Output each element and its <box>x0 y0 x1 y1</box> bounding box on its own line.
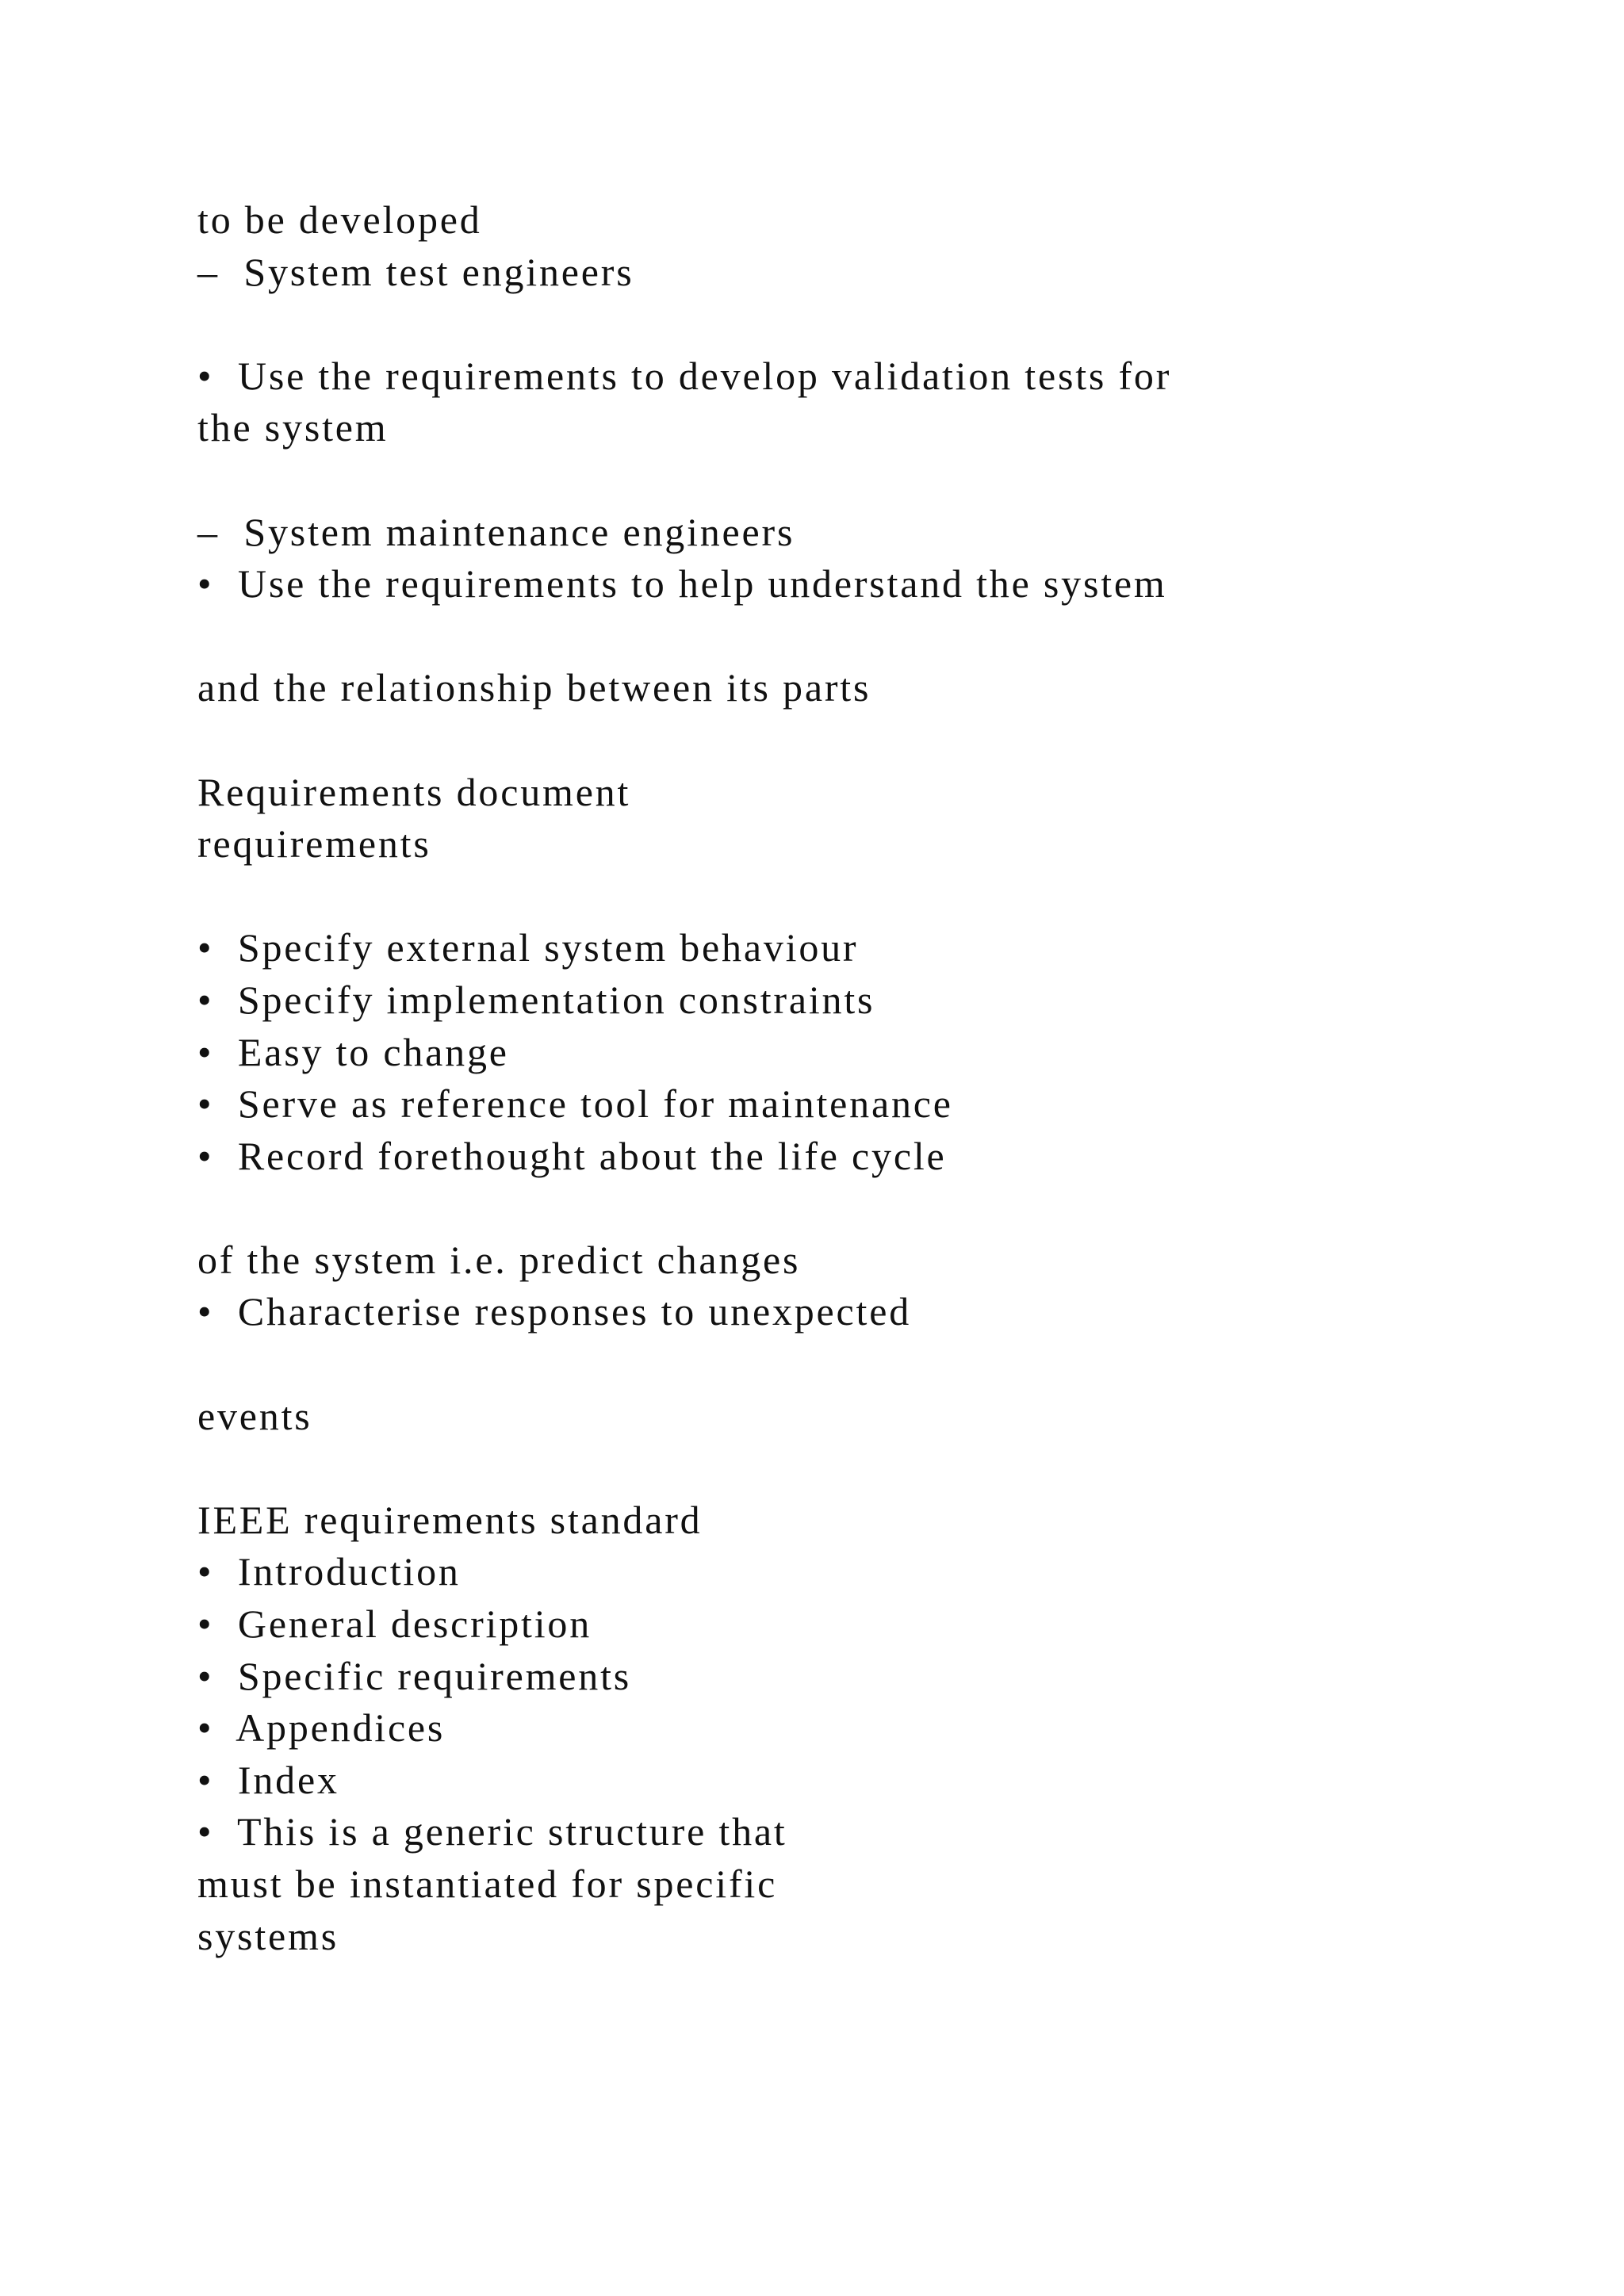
text-line: requirements <box>197 821 431 867</box>
list-item: • Introduction <box>197 1549 461 1594</box>
list-item: • Index <box>197 1757 339 1802</box>
list-item: • Specific requirements <box>197 1653 632 1698</box>
blank-line <box>197 610 1545 663</box>
text-line: events <box>197 1393 312 1438</box>
list-item: • Record forethought about the life cycle <box>197 1133 947 1178</box>
blank-line <box>197 714 1545 767</box>
text-line: to be developed <box>197 197 482 242</box>
blank-line <box>197 454 1545 507</box>
list-item: • Specify implementation constraints <box>197 977 875 1022</box>
list-item: • Appendices <box>197 1705 446 1751</box>
list-item: • This is a generic structure that <box>197 1809 787 1854</box>
list-item: • Characterise responses to unexpected <box>197 1289 912 1334</box>
text-line: and the relationship between its parts <box>197 665 871 710</box>
list-item: • General description <box>197 1601 592 1647</box>
blank-line <box>197 1338 1545 1391</box>
list-item: • Specify external system behaviour <box>197 925 859 970</box>
text-line: must be instantiated for specific <box>197 1862 778 1906</box>
blank-line <box>197 298 1545 350</box>
list-item: – System test engineers <box>197 249 634 294</box>
text-line: systems <box>197 1913 339 1958</box>
list-item: • Easy to change <box>197 1029 509 1074</box>
list-item: • Use the requirements to help understand the system <box>197 561 1167 607</box>
list-item: – System maintenance engineers <box>197 509 795 554</box>
list-item: • Use the requirements to develop validation tests for <box>197 353 1172 398</box>
section-heading: IEEE requirements standard <box>197 1497 703 1542</box>
blank-line <box>197 1182 1545 1234</box>
document-body <box>197 194 1545 1962</box>
list-item: • Serve as reference tool for maintenance <box>197 1081 953 1127</box>
text-line: of the system i.e. predict changes <box>197 1237 801 1282</box>
text-line: the system <box>197 405 389 450</box>
section-heading: Requirements document <box>197 769 631 814</box>
blank-line <box>197 1442 1545 1494</box>
blank-line <box>197 871 1545 923</box>
